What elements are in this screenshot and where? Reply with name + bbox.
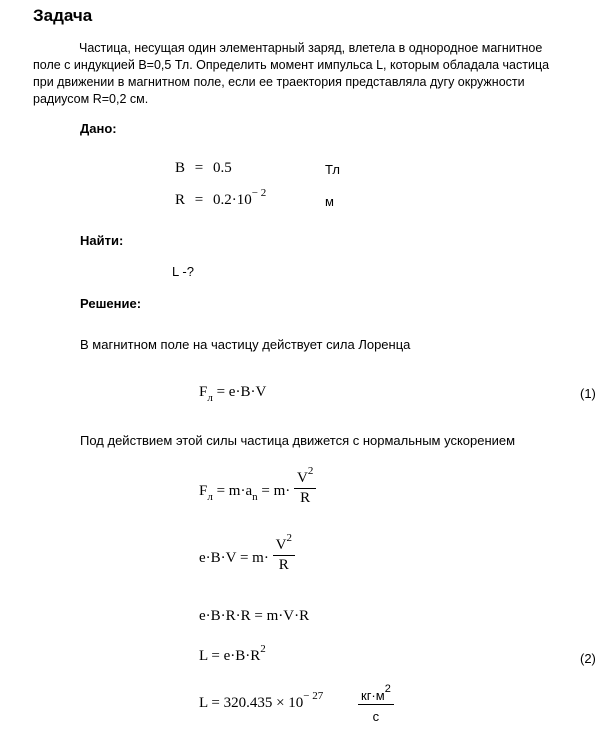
eq2-force-sub: л <box>207 490 213 503</box>
eq3-lhs: e·B·V = m· <box>199 549 269 566</box>
given-r-unit: м <box>325 194 334 209</box>
eq1-rhs: = e·B·V <box>216 384 267 400</box>
given-b-eq: = <box>194 160 204 176</box>
eq2-numerator: V <box>297 470 308 486</box>
given-b <box>175 160 232 177</box>
solution-heading: Решение: <box>80 296 142 311</box>
solution-text-1: В магнитном поле на частицу действует сила Лоренца <box>80 337 411 352</box>
eq2-mid2: = m· <box>261 482 291 499</box>
eq3-fraction <box>273 532 295 574</box>
equation-6 <box>199 690 324 712</box>
eq3-numerator-sup: 2 <box>286 532 292 544</box>
eq6-unit-denominator: с <box>372 709 380 724</box>
problem-line-3: при движении в магнитном поле, если ее траектория представляла дугу окружности <box>33 75 525 89</box>
eq6-unit-numerator: кг·м <box>361 688 385 703</box>
find-heading: Найти: <box>80 233 124 248</box>
eq3-numerator: V <box>275 537 287 553</box>
equation-5 <box>199 643 266 665</box>
eq3-denominator: R <box>278 557 289 573</box>
eq2-force: F <box>199 482 208 499</box>
equation-4: e·B·R·R = m·V·R <box>199 608 310 624</box>
eq2-numerator-sup: 2 <box>307 465 314 477</box>
given-r-lhs: R <box>175 192 186 208</box>
given-r-value: 0.2·10 <box>212 192 252 208</box>
problem-line-1: Частица, несущая один элементарный заряд, влетела в однородное магнитное <box>79 41 543 55</box>
given-b-lhs: B <box>175 160 186 176</box>
equation-3 <box>199 532 295 577</box>
equation-1-number: (1) <box>580 386 596 401</box>
eq6-unit-numerator-sup: 2 <box>384 683 391 695</box>
problem-line-2: поле с индукцией В=0,5 Тл. Определить момент импульса L, которым обладала частица <box>33 58 550 72</box>
given-b-unit: Тл <box>325 162 340 177</box>
eq6-unit <box>358 683 394 724</box>
equation-1 <box>199 384 267 404</box>
given-b-value: 0.5 <box>212 160 232 176</box>
eq6-sup: − 27 <box>303 690 324 702</box>
solution-text-2: Под действием этой силы частица движется с нормальным ускорением <box>80 433 516 448</box>
eq1-force: F <box>199 384 208 400</box>
problem-line-4: радиусом R=0,2 см. <box>33 92 149 106</box>
given-heading: Дано: <box>80 121 117 136</box>
given-r-eq: = <box>194 192 204 208</box>
equation-5-number: (2) <box>580 651 596 666</box>
find-item: L -? <box>172 264 194 279</box>
eq2-mid: = m·a <box>216 482 253 499</box>
eq2-fraction <box>294 465 316 507</box>
problem-statement <box>33 40 549 108</box>
eq6-lhs: L = 320.435 × 10 <box>199 695 304 711</box>
given-r <box>175 187 267 209</box>
page-title: Задача <box>33 6 93 25</box>
eq1-force-sub: л <box>207 392 213 404</box>
given-r-exponent: − 2 <box>251 187 267 199</box>
eq5-lhs: L = e·B·R <box>199 648 261 664</box>
eq2-accel-sub: n <box>252 490 258 503</box>
eq2-denominator: R <box>300 490 311 506</box>
eq5-sup: 2 <box>260 643 266 655</box>
equation-2 <box>199 465 316 510</box>
